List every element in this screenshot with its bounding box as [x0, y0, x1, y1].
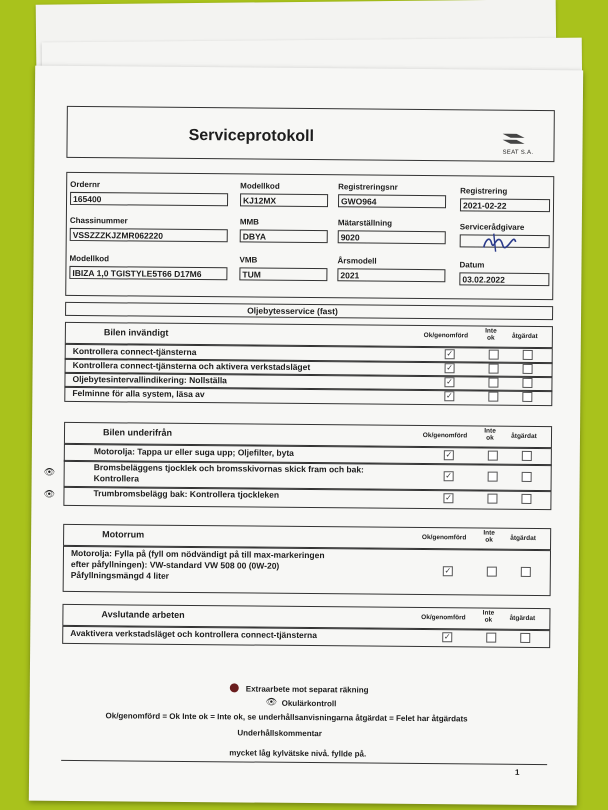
- eye-legend-icon: 👁: [265, 696, 278, 707]
- checkbox-not-ok[interactable]: [486, 633, 496, 643]
- brand-name: SEAT S.A.: [502, 149, 534, 156]
- field-value: 2021-02-22: [460, 198, 550, 212]
- checklist-item-text: Påfyllningsmängd 4 liter: [70, 569, 170, 581]
- section-title: Avslutande arbeten: [101, 609, 185, 620]
- field-label: Modellkod: [240, 181, 280, 191]
- section-title: Bilen invändigt: [103, 327, 169, 338]
- checkbox-fixed[interactable]: [522, 392, 532, 402]
- checklist-item-text: Felminne för alla system, läsa av: [72, 387, 205, 400]
- checklist-item-text: Oljebytesintervallindikering: Nollställa: [72, 373, 227, 386]
- checkbox-done[interactable]: ✓: [446, 377, 453, 387]
- checkbox-done[interactable]: ✓: [444, 566, 452, 576]
- field-value: KJ12MX: [240, 193, 328, 207]
- checkbox-done[interactable]: ✓: [443, 632, 451, 642]
- checkbox-not-ok[interactable]: [489, 350, 499, 360]
- field-value: 9020: [338, 230, 446, 244]
- checkbox-not-ok[interactable]: [487, 494, 497, 504]
- field-label: MMB: [239, 217, 260, 227]
- checklist-item-text: Kontrollera: [93, 473, 140, 484]
- eye-icon: 👁: [43, 488, 55, 499]
- field-label: Årsmodell: [337, 256, 377, 266]
- checkbox-done[interactable]: ✓: [445, 471, 453, 481]
- field-label: Registreringsnr: [338, 182, 398, 192]
- field-value: 165400: [70, 192, 228, 206]
- column-header-not-ok: Inte ok: [485, 327, 497, 342]
- section-title: Motorrum: [102, 529, 145, 540]
- checkbox-not-ok[interactable]: [488, 392, 498, 402]
- comment-text: mycket låg kylvätske nivå. fyllde på.: [229, 748, 367, 759]
- field-label: Chassinummer: [69, 215, 128, 226]
- document-title: Serviceprotokoll: [188, 126, 315, 146]
- checkbox-not-ok[interactable]: [489, 364, 499, 374]
- column-header-done: Ok/genomförd: [422, 432, 468, 440]
- field-label: Mätarställning: [337, 218, 393, 228]
- checkbox-done[interactable]: ✓: [445, 391, 453, 401]
- field-value: GWO964: [338, 194, 446, 208]
- advisor-signature-icon: [480, 230, 520, 256]
- eye-icon: 👁: [43, 466, 56, 477]
- checklist-item-text: Avaktivera verkstadsläget och kontrollera connect-tjänsterna: [70, 627, 318, 641]
- column-header-done: Ok/genomförd: [423, 332, 469, 340]
- field-label: VMB: [239, 255, 258, 265]
- legend-extra-work: Extraarbete mot separat räkning: [245, 684, 369, 695]
- comments-title: Underhållskommentar: [237, 728, 322, 739]
- column-header-fixed: åtgärdat: [509, 614, 536, 623]
- checklist-item-text: Kontrollera connect-tjänsterna och aktivera verkstadsläget: [72, 359, 311, 373]
- field-value: TUM: [239, 267, 327, 281]
- checkbox-done[interactable]: ✓: [445, 450, 453, 460]
- footer-line: [61, 760, 547, 765]
- checklist-item-text: Trumbromsbelägg bak: Kontrollera tjockleken: [93, 488, 280, 500]
- field-label: Ordernr: [70, 179, 101, 190]
- column-header-not-ok: Inte ok: [483, 529, 495, 544]
- checkbox-fixed[interactable]: [521, 494, 531, 504]
- field-value: IBIZA 1,0 TGISTYLE5T66 D17M6: [69, 266, 227, 280]
- column-header-fixed: åtgärdat: [510, 534, 536, 543]
- checkbox-fixed[interactable]: [522, 472, 532, 482]
- checkbox-done[interactable]: ✓: [446, 363, 453, 373]
- field-value: VSSZZZKJZMR062220: [70, 228, 228, 242]
- checkbox-not-ok[interactable]: [488, 451, 498, 461]
- seat-logo-icon: [503, 132, 525, 146]
- field-label: Modellkod: [69, 253, 110, 264]
- field-label: Registrering: [460, 186, 508, 196]
- column-header-not-ok: Inte ok: [484, 427, 496, 442]
- checklist-item-text: efter påfyllningen): VW-standard VW 508 00 (0W-20): [70, 558, 280, 571]
- field-value: DBYA: [240, 229, 328, 243]
- column-header-not-ok: Inte ok: [482, 609, 495, 624]
- column-header-fixed: åtgärdat: [511, 432, 537, 441]
- checkbox-fixed[interactable]: [522, 378, 532, 388]
- checklist-item-text: Kontrollera connect-tjänsterna: [72, 345, 197, 358]
- field-label: Datum: [459, 260, 485, 270]
- field-value: 2021: [337, 268, 445, 282]
- checkbox-not-ok[interactable]: [488, 472, 498, 482]
- column-header-fixed: åtgärdat: [512, 332, 538, 341]
- checkbox-not-ok[interactable]: [487, 567, 497, 577]
- checkbox-done[interactable]: ✓: [446, 349, 454, 359]
- checkbox-fixed[interactable]: [523, 364, 533, 374]
- checklist-item-text: Motorolja: Fylla på (fyll om nödvändigt på till max-markeringen: [70, 547, 325, 561]
- checklist-item-text: Bromsbeläggens tjocklek och bromsskivornas skick fram och bak:: [93, 462, 364, 475]
- checkbox-fixed[interactable]: [521, 567, 531, 577]
- field-value: 03.02.2022: [459, 272, 549, 286]
- service-document: [29, 66, 583, 806]
- checkbox-fixed[interactable]: [520, 633, 530, 643]
- checklist-item-text: Motorolja: Tappa ur eller suga upp; Oljefilter, byta: [93, 446, 294, 458]
- legend-visual: Okulärkontroll: [281, 698, 337, 709]
- checkbox-fixed[interactable]: [523, 350, 533, 360]
- page-number: 1: [515, 767, 520, 777]
- service-title: Oljebytesservice (fast): [247, 305, 338, 317]
- column-header-done: Ok/genomförd: [421, 614, 466, 622]
- checkbox-fixed[interactable]: [522, 451, 532, 461]
- field-label: Servicerådgivare: [459, 222, 525, 232]
- checkbox-not-ok[interactable]: [488, 378, 498, 388]
- extra-work-dot-icon: [230, 683, 239, 692]
- checkbox-done[interactable]: ✓: [445, 493, 452, 503]
- legend-abbreviations: Ok/genomförd = Ok Inte ok = Inte ok, se underhållsanvisningarna åtgärdat = Felet har åtgärdats: [105, 711, 468, 724]
- section-title: Bilen underifrån: [102, 427, 173, 438]
- column-header-done: Ok/genomförd: [421, 534, 467, 542]
